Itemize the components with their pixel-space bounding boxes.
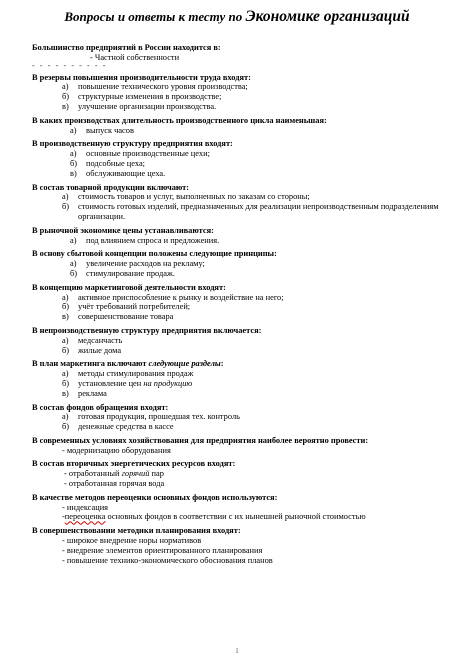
question-14: В качестве методов переоценки основных фондов используются:: [32, 492, 278, 502]
answer: б) структурные изменения в производстве;: [62, 92, 222, 102]
answer: - широкое внедрение норы нормативов: [62, 536, 202, 546]
dashes-line: - - - - - - - - - -: [32, 60, 108, 70]
answer: в) реклама: [62, 388, 107, 398]
question-15: В совершенствовании методики планирования входят:: [32, 526, 241, 536]
answer: -переоценка основных фондов в соответствии с их нынешней рыночной стоимостью: [62, 512, 366, 522]
question-2: В резервы повышения производительности труда входят:: [32, 72, 251, 82]
question-1: Большинство предприятий в России находится в:: [32, 43, 221, 52]
question-3: В каких производствах длительность производственного цикла наименьшая:: [32, 115, 327, 125]
answer: б) установление цен на продукцию: [62, 378, 193, 388]
answer: а) стоимость товаров и услуг, выполненных по заказам со стороны;: [62, 192, 310, 202]
answer: б) стимулирование продаж.: [70, 268, 175, 278]
answer: а) активное приспособление к рынку и воздействие на него;: [62, 292, 284, 302]
question-4: В производственную структуру предприятия входят:: [32, 139, 233, 149]
answer: б) подсобные цеха;: [70, 158, 145, 168]
answer: - отработанная горячая вода: [64, 479, 165, 489]
title-subject: Экономике организаций: [245, 8, 410, 25]
answer: - Частной собственности: [90, 52, 180, 62]
answer: а) увеличение расходов на рекламу;: [70, 259, 205, 269]
question-9: В непроизводственную структуру предприятия включается:: [32, 325, 262, 335]
question-5: В состав товарной продукции включают:: [32, 182, 190, 192]
answer: б) денежные средства в кассе: [62, 422, 174, 432]
question-8: В концепцию маркетинговой деятельности входят:: [32, 282, 226, 292]
question-6: В рыночной экономике цены устанавливаются:: [32, 225, 214, 235]
qa-list: [32, 43, 462, 565]
answer: - внедрение элементов ориентированного планирования: [62, 545, 263, 555]
question-13: В состав вторичных энергетических ресурсов входят:: [32, 459, 236, 469]
question-10: В план маркетинга включают следующие разделы:: [32, 359, 224, 369]
answer: а) под влиянием спроса и предложения.: [70, 235, 220, 245]
answer: - отработанный горячий пар: [64, 469, 164, 479]
page-number: 1: [235, 646, 239, 655]
answer: а) выпуск часов: [70, 125, 134, 135]
answer: б) стоимость готовых изделий, предназначенных для реализации непроизводственным подразделениям организации.: [62, 202, 439, 221]
answer: а) методы стимулирования продаж: [62, 369, 194, 379]
answer: б) учёт требований потребителей;: [62, 302, 191, 312]
answer: в) улучшение организации производства.: [62, 101, 217, 111]
question-7: В основу сбытовой концепции положены следующие принципы:: [32, 249, 277, 259]
answer: б) жилые дома: [62, 345, 122, 355]
answer: а) основные производственные цехи;: [70, 149, 210, 159]
question-12: В современных условиях хозяйствования для предприятия наиболее вероятно провести:: [32, 435, 369, 445]
answer: а) готовая продукция, прошедшая тех. контроль: [62, 412, 240, 422]
answer: а) медсанчасть: [62, 335, 123, 345]
answer: в) совершенствование товара: [62, 312, 174, 322]
answer: - повышение технико-экономического обоснования планов: [62, 555, 273, 565]
answer: в) обслуживающие цеха.: [70, 168, 166, 178]
document-title: [0, 8, 474, 26]
title-prefix: Вопросы и ответы к тесту по: [64, 9, 246, 24]
question-11: В состав фондов обращения входят:: [32, 402, 169, 412]
answer: - модернизацию оборудования: [62, 445, 171, 455]
answer: - индексация: [62, 502, 109, 512]
answer: а) повышение технического уровня производства;: [62, 82, 248, 92]
